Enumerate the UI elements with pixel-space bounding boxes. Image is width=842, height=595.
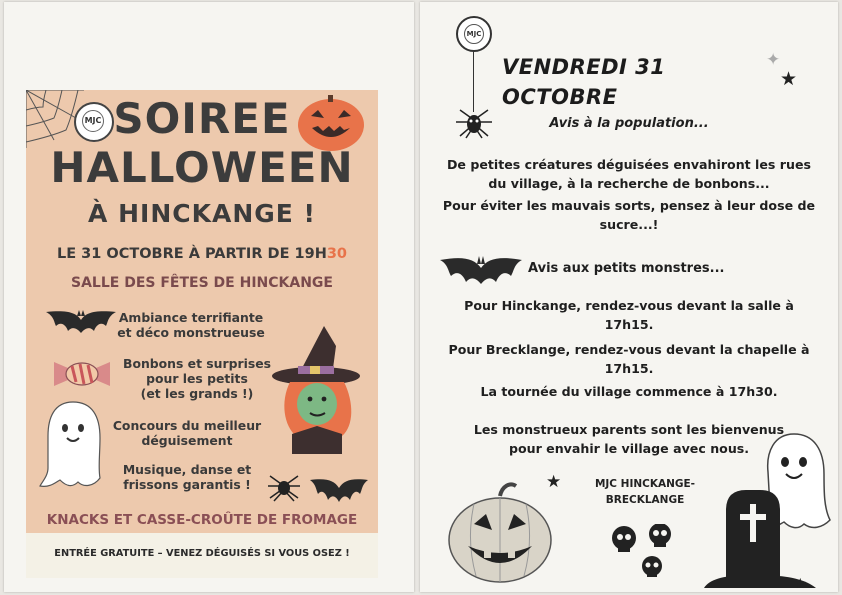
witch-icon	[270, 322, 362, 456]
star-icon: ★	[794, 576, 807, 592]
candy-icon	[52, 358, 112, 390]
paragraph-5: La tournée du village commence à 17h30.	[480, 384, 778, 399]
paragraph-1: De petites créatures déguisées envahiront les rues du village, à la recherche de bonbons...	[446, 157, 812, 191]
tombstone-icon	[700, 484, 818, 588]
notice-heading: VENDREDI 31 OCTOBRE	[502, 55, 666, 109]
bat-icon	[438, 252, 524, 292]
feature-item-4: Musique, danse et frissons garantis !	[122, 462, 252, 492]
poster-title-line2: HALLOWEEN	[50, 143, 354, 192]
bat-icon	[44, 306, 118, 340]
notice-intro: Avis à la population...	[549, 116, 709, 131]
poster-title-line1: SOIREE	[113, 94, 291, 143]
poster-title-line3: À HINCKANGE !	[88, 199, 316, 228]
ghost-icon	[38, 398, 108, 490]
feature-item-1: Ambiance terrifiante et déco monstrueuse	[117, 310, 265, 340]
spider-thread	[473, 50, 474, 112]
feature-item-3: Concours du meilleur déguisement	[112, 418, 262, 448]
jack-o-lantern-icon	[444, 476, 556, 586]
paragraph-2: Pour éviter les mauvais sorts, pensez à leur dose de sucre...!	[442, 198, 816, 232]
event-date: LE 31 OCTOBRE À PARTIR DE 19H30	[56, 246, 348, 262]
food-line: KNACKS ET CASSE-CROÛTE DE FROMAGE	[46, 512, 358, 528]
paragraph-6: Les monstrueux parents sont les bienvenus pour envahir le village avec nous.	[473, 422, 785, 456]
right-page	[420, 2, 838, 592]
spider-icon	[266, 472, 302, 502]
feature-item-2: Bonbons et surprises pour les petits (et les grands !)	[123, 356, 271, 401]
star-icon: ★	[546, 472, 562, 492]
star-icon: ★	[780, 68, 798, 90]
left-page	[4, 2, 414, 592]
mjc-logo: MJC	[74, 102, 114, 142]
paragraph-4: Pour Brecklange, rendez-vous devant la chapelle à 17h15.	[448, 342, 810, 376]
poster-footer: ENTRÉE GRATUITE – VENEZ DÉGUISÉS SI VOUS OSEZ !	[54, 548, 350, 559]
skulls-icon	[610, 524, 678, 580]
signature: MJC HINCKANGE- BRECKLANGE	[594, 478, 696, 506]
paragraph-3: Pour Hinckange, rendez-vous devant la salle à 17h15.	[464, 298, 794, 332]
monsters-notice: Avis aux petits monstres...	[528, 261, 725, 276]
star-icon: ✦	[766, 50, 781, 70]
mjc-logo: MJC	[456, 16, 492, 52]
event-venue: SALLE DES FÊTES DE HINCKANGE	[71, 275, 333, 291]
halloween-poster	[26, 90, 378, 578]
bat-icon	[308, 474, 370, 508]
